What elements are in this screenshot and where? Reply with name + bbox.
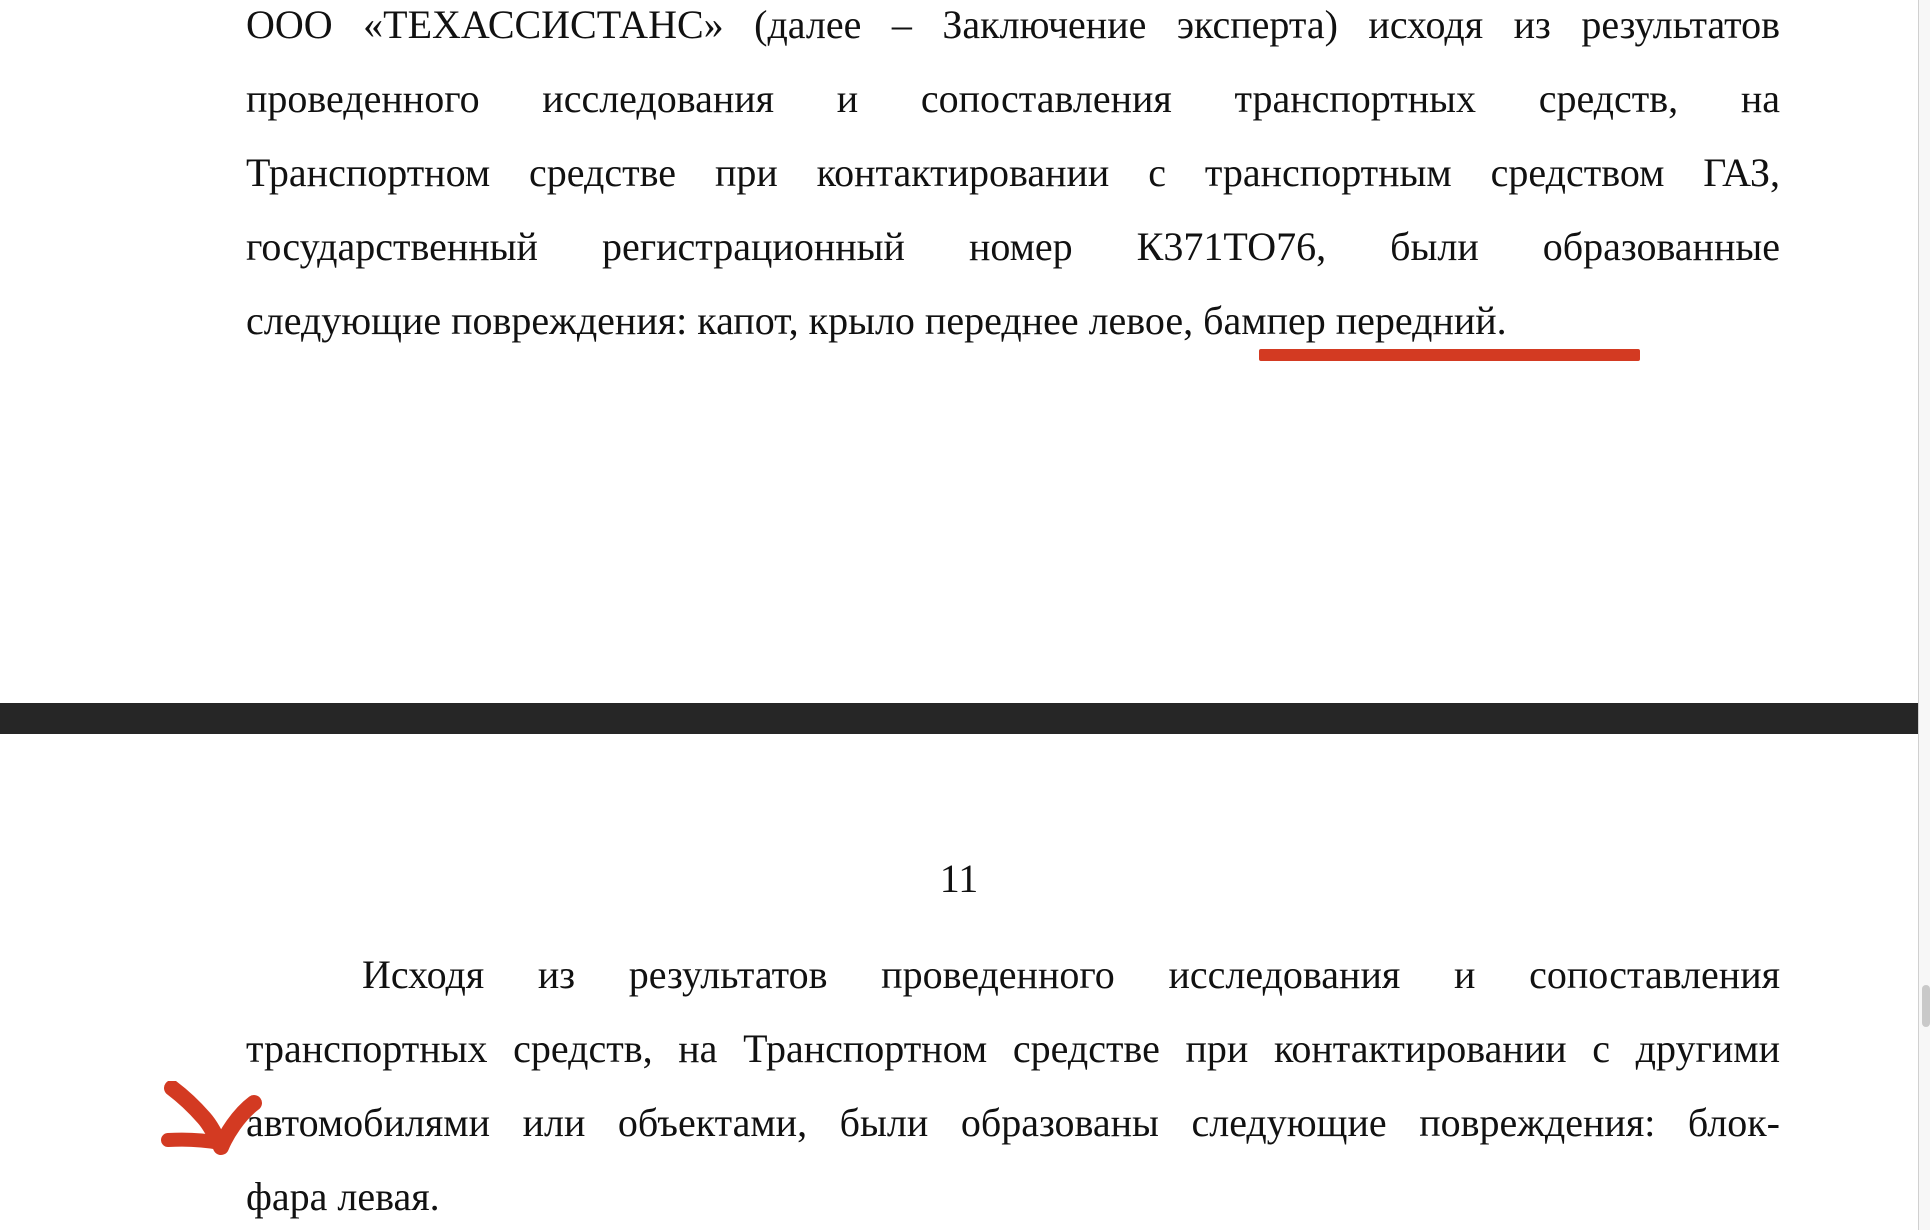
page-number: 11 <box>939 856 979 901</box>
paragraph-line-9: фара левая. <box>246 1174 440 1219</box>
red-underline-annotation <box>1259 349 1640 361</box>
paragraph-line-2: проведенного исследования и сопоставления транспортных средств, на <box>246 76 1780 121</box>
paragraph-line-1: ООО «ТЕХАССИСТАНС» (далее – Заключение эксперта) исходя из результатов <box>246 2 1780 47</box>
paragraph-line-6: Исходя из результатов проведенного исследования и сопоставления <box>362 952 1780 997</box>
paragraph-line-7: транспортных средств, на Транспортном средстве при контактировании с другими <box>246 1026 1780 1071</box>
paragraph-line-3: Транспортном средстве при контактировании с транспортным средством ГАЗ, <box>246 150 1780 195</box>
paragraph-line-4: государственный регистрационный номер К371ТО76, были образованные <box>246 224 1780 269</box>
paragraph-line-5: следующие повреждения: капот, крыло переднее левое, бампер передний. <box>246 298 1507 343</box>
document-page-bottom <box>0 734 1918 1230</box>
page-separator <box>0 703 1918 734</box>
check-mark-icon <box>160 1081 270 1185</box>
paragraph-line-8: автомобилями или объектами, были образованы следующие повреждения: блок- <box>246 1100 1780 1145</box>
scroll-thumb[interactable] <box>1922 985 1930 1027</box>
scroll-track[interactable] <box>1918 0 1930 1230</box>
